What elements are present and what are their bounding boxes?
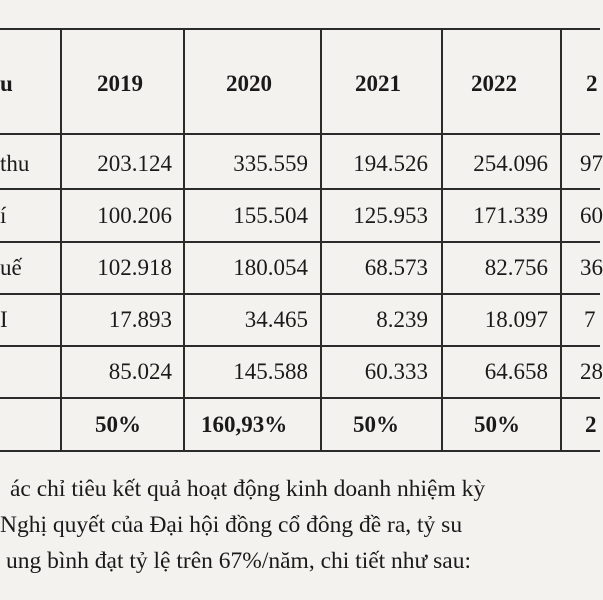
table-column-divider [320, 28, 322, 452]
table-row-divider [0, 345, 600, 347]
table-row-divider [0, 397, 600, 399]
table-cell-value: 34.465 [244, 307, 308, 332]
table-cell-value: 125.953 [353, 203, 428, 228]
table-cell-value: 2 [585, 412, 597, 437]
table-cell-value: 68.573 [364, 255, 428, 280]
table-row-divider [0, 293, 600, 295]
table-cell-value: 180.054 [233, 255, 308, 280]
table-column-divider [441, 28, 443, 452]
table-cell-value: 82.756 [484, 255, 548, 280]
table-cell-value: 17.893 [108, 307, 172, 332]
table-cell-value: 36 [580, 255, 603, 280]
table-cell-value: 194.526 [353, 151, 428, 176]
table-cell-value: 203.124 [97, 151, 172, 176]
body-text-line: ác chỉ tiêu kết quả hoạt động kinh doanh nhiệm kỳ [10, 476, 486, 502]
table-row-label: uế [0, 255, 22, 280]
table-cell-value: 60 [580, 203, 603, 228]
table-row-label: í [0, 203, 7, 228]
table-row-label: I [0, 307, 8, 332]
table-row-divider [0, 241, 600, 243]
table-cell-value: 60.333 [364, 359, 428, 384]
table-header-year: 2020 [226, 71, 272, 96]
table-header-year: 2 [586, 71, 598, 96]
table-cell-value: 100.206 [97, 203, 172, 228]
table-row-divider [0, 188, 600, 190]
table-cell-value: 102.918 [97, 255, 172, 280]
table-cell-value: 28 [580, 359, 603, 384]
table-column-divider [60, 28, 62, 452]
table-cell-value: 97 [580, 151, 603, 176]
table-column-divider [183, 28, 185, 452]
table-cell-value: 7 [584, 307, 596, 332]
table-cell-value: 335.559 [233, 151, 308, 176]
table-header-label: u [0, 71, 13, 96]
table-cell-value: 18.097 [484, 307, 548, 332]
body-text-line: Nghị quyết của Đại hội đồng cổ đông đề ra, tỷ su [0, 512, 463, 538]
table-header-year: 2021 [355, 71, 401, 96]
table-cell-value: 160,93% [201, 412, 288, 437]
table-header-year: 2019 [97, 71, 143, 96]
table-border-bottom [0, 450, 600, 452]
table-row-label: thu [0, 151, 30, 176]
table-cell-value: 155.504 [233, 203, 308, 228]
table-cell-value: 254.096 [473, 151, 548, 176]
table-column-divider [560, 28, 562, 452]
table-cell-value: 50% [95, 412, 141, 437]
table-header-year: 2022 [471, 71, 517, 96]
table-cell-value: 8.239 [376, 307, 428, 332]
table-cell-value: 50% [353, 412, 399, 437]
body-text-line: ung bình đạt tỷ lệ trên 67%/năm, chi tiết như sau: [6, 548, 472, 574]
table-cell-value: 145.588 [233, 359, 308, 384]
table-border-top [0, 28, 600, 30]
table-cell-value: 64.658 [484, 359, 548, 384]
table-cell-value: 85.024 [108, 359, 172, 384]
table-cell-value: 50% [474, 412, 520, 437]
table-cell-value: 171.339 [473, 203, 548, 228]
table-row-divider [0, 133, 600, 135]
